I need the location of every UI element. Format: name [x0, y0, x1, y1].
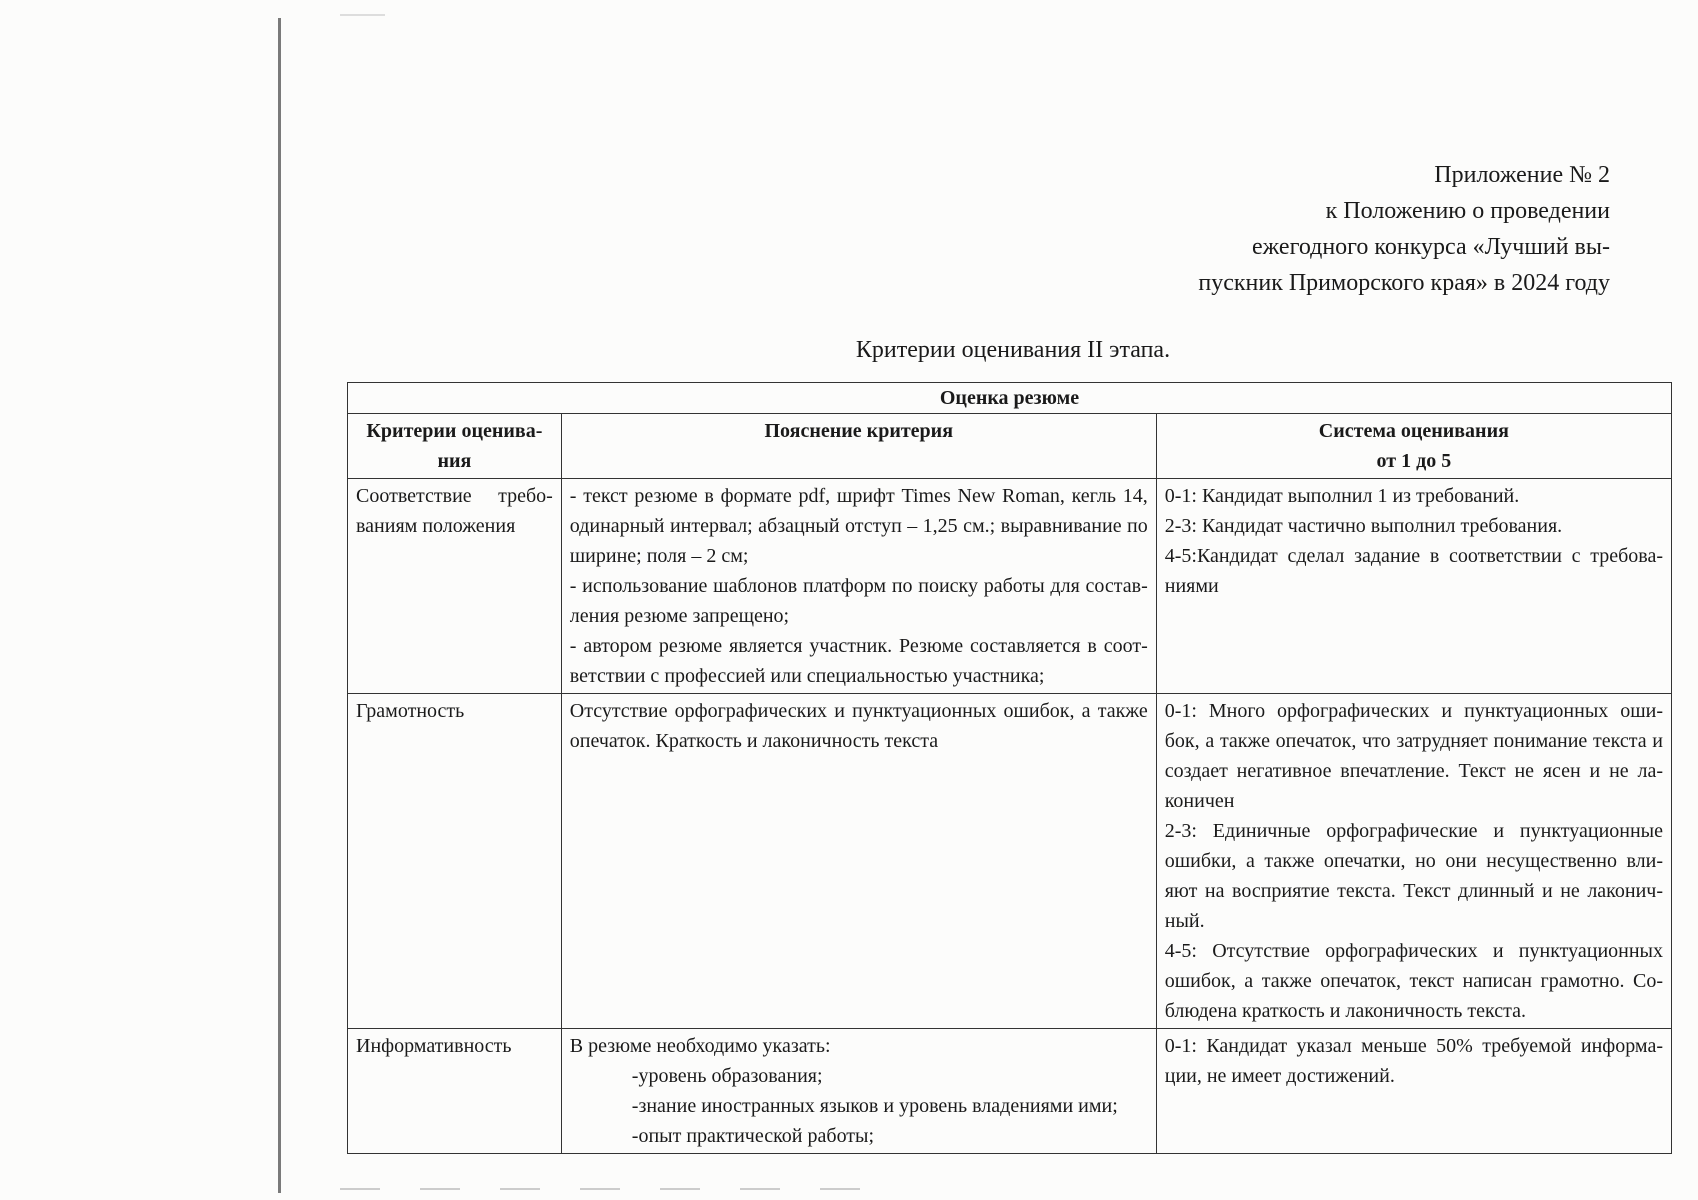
- explanation-item: - текст резюме в формате pdf, шрифт Times New Roman, кегль 14, одинарный интервал; абзацный отступ – 1,25 см.; выравнивание по ширине; поля – 2 см;: [569, 485, 1148, 567]
- header-explanation: Пояснение критерия: [561, 414, 1156, 479]
- header-scoring-line: от 1 до 5: [1376, 450, 1452, 472]
- explanation-item: Отсутствие орфографических и пунктуационных ошибок, а также опечаток. Краткость и лаконичность текста: [569, 700, 1148, 752]
- header-scoring: [1156, 414, 1671, 479]
- explanation-intro: В резюме необходимо указать:: [569, 1035, 831, 1057]
- scoring-cell: [1156, 694, 1671, 1029]
- appendix-line: Приложение № 2: [1434, 162, 1610, 188]
- scoring-item: 0-1: Много орфографических и пунктуационных оши-бок, а также опечаток, что затрудняет понимание текста и создает негативное впечатление. Текст не ясен и не ла-коничен: [1164, 700, 1663, 812]
- scoring-cell: [1156, 1029, 1671, 1154]
- explanation-cell: [561, 1029, 1156, 1154]
- table-row: [348, 479, 1672, 694]
- binding-edge-line: [278, 18, 281, 1193]
- scoring-item: 2-3: Единичные орфографические и пунктуационные ошибки, а также опечатки, но они несущественно вли-яют на восприятие текста. Текст длинный и не лаконич-ный.: [1164, 820, 1663, 932]
- criterion-cell: Грамотность: [348, 694, 562, 1029]
- criteria-table: [347, 382, 1672, 1154]
- criterion-cell: Информативность: [348, 1029, 562, 1154]
- scoring-cell: [1156, 479, 1671, 694]
- explanation-cell: [561, 694, 1156, 1029]
- appendix-header: [1150, 157, 1610, 301]
- appendix-line: к Положению о проведении: [1325, 198, 1610, 224]
- scan-artifact-top: [340, 14, 385, 16]
- explanation-item: -опыт практической работы;: [631, 1125, 875, 1147]
- document-title: Критерии оценивания II этапа.: [855, 337, 1171, 363]
- scoring-item: 2-3: Кандидат частично выполнил требования.: [1164, 515, 1563, 537]
- scoring-item: 0-1: Кандидат выполнил 1 из требований.: [1164, 485, 1520, 507]
- table-row: [348, 694, 1672, 1029]
- explanation-item: -знание иностранных языков и уровень владениями ими;: [631, 1095, 1118, 1117]
- scoring-item: 4-5:Кандидат сделал задание в соответствии с требова-ниями: [1164, 545, 1663, 597]
- scoring-item: 0-1: Кандидат указал меньше 50% требуемой информа-ции, не имеет достижений.: [1164, 1035, 1663, 1087]
- header-criterion: Критерии оценива-ния: [348, 414, 562, 479]
- explanation-cell: [561, 479, 1156, 694]
- criterion-cell: Соответствие требо-ваниям положения: [348, 479, 562, 694]
- scoring-item: 4-5: Отсутствие орфографических и пунктуационных ошибок, а также опечаток, текст написан грамотно. Со-блюдена краткость и лаконичность текста.: [1164, 940, 1663, 1022]
- explanation-item: -уровень образования;: [631, 1065, 823, 1087]
- table-row: [348, 1029, 1672, 1154]
- scan-artifact-bottom: [340, 1188, 860, 1190]
- explanation-item: - использование шаблонов платформ по поиску работы для состав-ления резюме запрещено;: [569, 575, 1148, 627]
- header-scoring-line: Система оценивания: [1318, 420, 1509, 442]
- explanation-item: - автором резюме является участник. Резюме составляется в соот-ветствии с профессией или специальностью участника;: [569, 635, 1148, 687]
- appendix-line: пускник Приморского края» в 2024 году: [1198, 270, 1610, 296]
- section-header: Оценка резюме: [348, 383, 1672, 414]
- appendix-line: ежегодного конкурса «Лучший вы-: [1252, 234, 1610, 260]
